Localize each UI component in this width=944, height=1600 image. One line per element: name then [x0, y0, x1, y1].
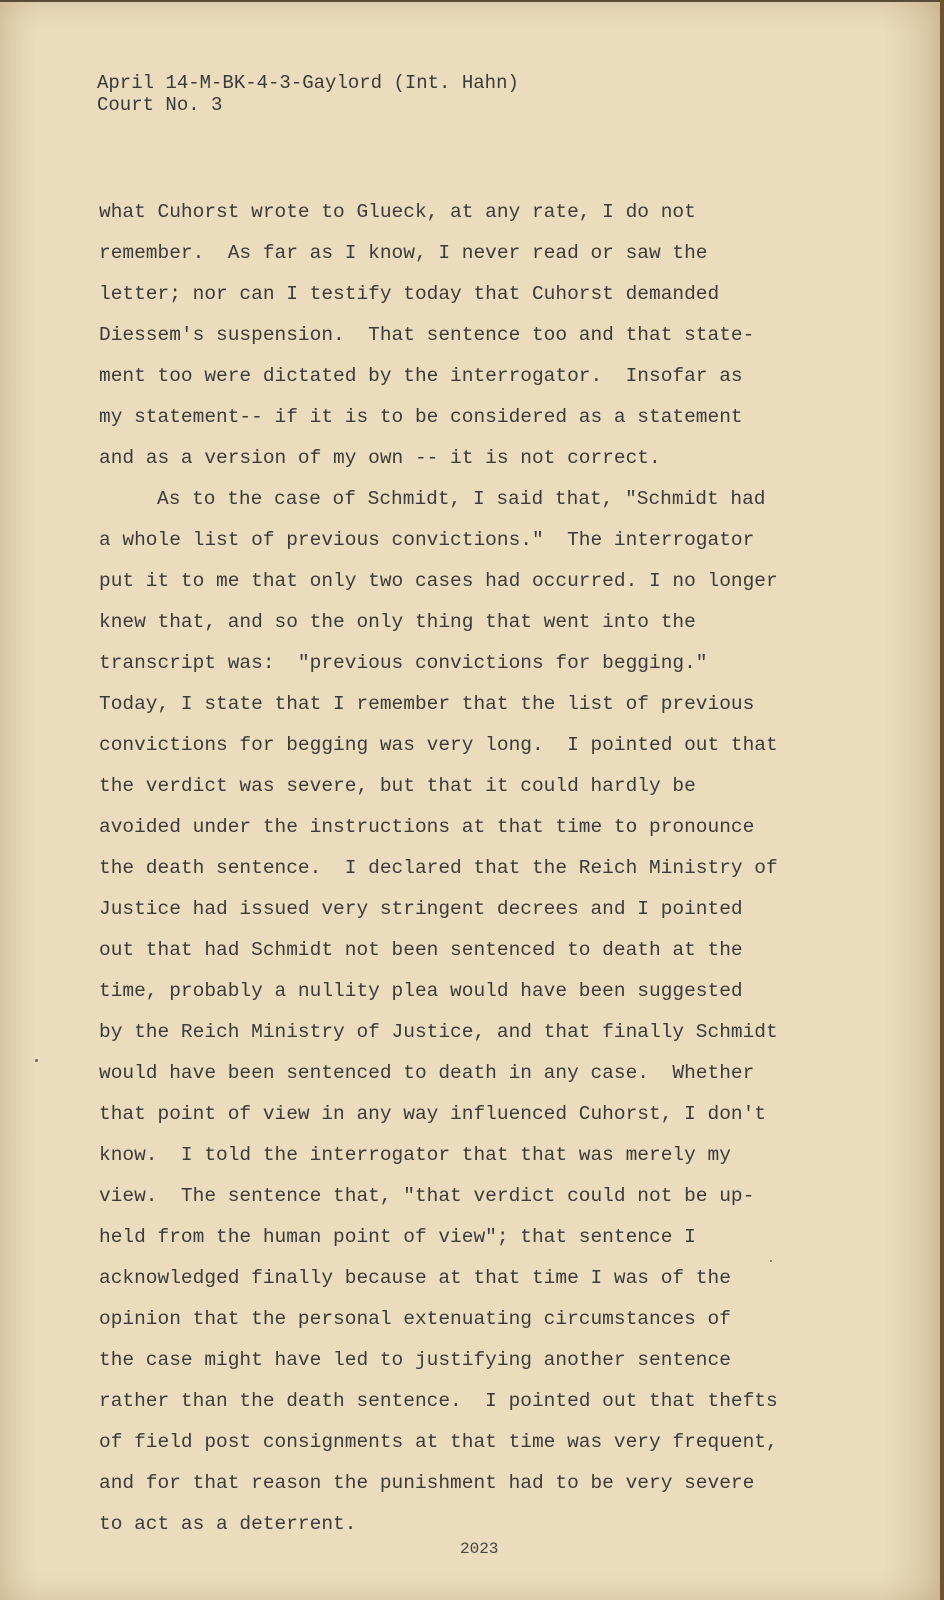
document-page	[0, 2, 940, 1600]
text-line: what Cuhorst wrote to Glueck, at any rate, I do not	[99, 201, 696, 223]
text-line: a whole list of previous convictions." The interrogator	[99, 529, 755, 551]
text-line: and for that reason the punishment had to be very severe	[99, 1472, 755, 1494]
text-line: the death sentence. I declared that the Reich Ministry of	[99, 857, 778, 879]
text-line: the verdict was severe, but that it could hardly be	[99, 775, 696, 797]
text-line: that point of view in any way influenced Cuhorst, I don't	[99, 1103, 767, 1125]
testimony-text	[99, 192, 919, 1545]
text-line: letter; nor can I testify today that Cuhorst demanded	[99, 283, 720, 305]
paragraph-start-line: As to the case of Schmidt, I said that, "Schmidt had	[157, 488, 766, 510]
text-line: Today, I state that I remember that the list of previous	[99, 693, 755, 715]
text-line: avoided under the instructions at that time to pronounce	[99, 816, 755, 838]
text-line: acknowledged finally because at that time I was of the	[99, 1267, 731, 1289]
text-line: ment too were dictated by the interrogator. Insofar as	[99, 365, 743, 387]
text-line: to act as a deterrent.	[99, 1513, 357, 1535]
text-line: knew that, and so the only thing that went into the	[99, 611, 696, 633]
text-line: know. I told the interrogator that that was merely my	[99, 1144, 731, 1166]
text-line: my statement-- if it is to be considered as a statement	[99, 406, 743, 428]
document-header	[97, 72, 519, 116]
text-line: time, probably a nullity plea would have been suggested	[99, 980, 743, 1002]
header-line-2: Court No. 3	[97, 94, 223, 116]
header-line-1: April 14-M-BK-4-3-Gaylord (Int. Hahn)	[97, 72, 519, 94]
text-line: convictions for begging was very long. I pointed out that	[99, 734, 778, 756]
text-line: opinion that the personal extenuating circumstances of	[99, 1308, 731, 1330]
text-line: of field post consignments at that time was very frequent,	[99, 1431, 778, 1453]
page-number: 2023	[460, 1540, 499, 1558]
text-line: the case might have led to justifying another sentence	[99, 1349, 731, 1371]
text-line: by the Reich Ministry of Justice, and that finally Schmidt	[99, 1021, 778, 1043]
text-line: Diessem's suspension. That sentence too and that state-	[99, 324, 755, 346]
text-line: out that had Schmidt not been sentenced to death at the	[99, 939, 743, 961]
page-edge	[940, 0, 944, 1600]
text-line: put it to me that only two cases had occurred. I no longer	[99, 570, 778, 592]
text-line: transcript was: "previous convictions for begging."	[99, 652, 708, 674]
paper-speck	[770, 1260, 772, 1262]
text-line: rather than the death sentence. I pointed out that thefts	[99, 1390, 778, 1412]
text-line: Justice had issued very stringent decrees and I pointed	[99, 898, 743, 920]
text-line: remember. As far as I know, I never read or saw the	[99, 242, 708, 264]
paper-speck	[35, 1059, 38, 1062]
text-line: would have been sentenced to death in any case. Whether	[99, 1062, 755, 1084]
text-line: held from the human point of view"; that sentence I	[99, 1226, 696, 1248]
text-line: and as a version of my own -- it is not correct.	[99, 447, 661, 469]
text-line: view. The sentence that, "that verdict could not be up-	[99, 1185, 755, 1207]
